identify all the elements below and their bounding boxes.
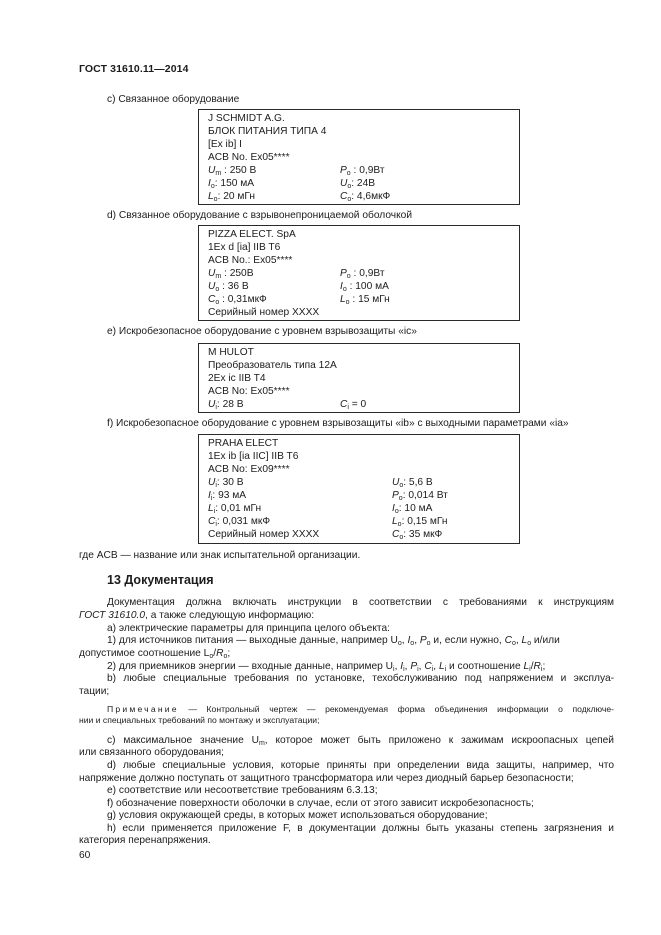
- document-header: ГОСТ 31610.11—2014: [79, 63, 189, 75]
- param-left: $U_i$: 28 В: [208, 399, 244, 411]
- param-left: $U_m$ : 250В: [208, 268, 254, 280]
- param-left: $C_i$: 0,031 мкФ: [208, 516, 271, 528]
- marking-line: 1Ex ib [ia IIC] IIB T6: [208, 451, 299, 462]
- marking-box-c: [198, 109, 520, 205]
- param-right: $I_o$ : 100 мА: [340, 281, 389, 293]
- section-title: 13 Документация: [107, 573, 214, 587]
- marking-line: J SCHMIDT A.G.: [208, 113, 285, 124]
- marking-line: 1Ex d [ia] IIB T6: [208, 242, 281, 253]
- marking-line: БЛОК ПИТАНИЯ ТИПА 4: [208, 126, 327, 137]
- list-item-h-cont: категория перенапряжения.: [79, 835, 211, 846]
- marking-box-d: [198, 225, 520, 321]
- list-item-1-cont: допустимое соотношение $L_o/R_o$;: [79, 648, 231, 660]
- item-e-label: e) Искробезопасное оборудование с уровнем взрывозащиты «ic»: [107, 326, 417, 337]
- list-item-d-cont: напряжение должно поступать от защитного трансформатора или через диодный барьер безопасности;: [79, 773, 574, 784]
- marking-line: ACB No: Ex09****: [208, 464, 290, 475]
- marking-line: ACB No. Ex05****: [208, 152, 290, 163]
- param-left: $U_o$ : 36 В: [208, 281, 249, 293]
- marking-line: [Ex ib] I: [208, 139, 242, 150]
- list-item-b-cont: тации;: [79, 686, 110, 697]
- serial-number: Серийный номер ХХХХ: [208, 529, 320, 540]
- list-item-g: g) условия окружающей среды, в которых может использоваться оборудование;: [107, 810, 488, 821]
- list-item-1: 1) для источников питания — выходные данные, например $U_o$, $I_o$, $P_o$ и, если нужно, $C_o$, $L_o$ и/или: [107, 635, 560, 647]
- param-right: $C_o$: 35 мкФ: [392, 529, 443, 541]
- item-d-label: d) Связанное оборудование с взрывонепроницаемой оболочкой: [107, 210, 413, 221]
- item-c-label: c) Связанное оборудование: [107, 94, 240, 105]
- list-item-f: f) обозначение поверхности оболочки в случае, если от этого зависит искробезопасность;: [107, 798, 534, 809]
- param-left: $I_o$: 150 мА: [208, 178, 255, 190]
- param-left: $U_m$ : 250 В: [208, 165, 257, 177]
- paragraph-line: ГОСТ 31610.0, а также следующую информацию:: [79, 610, 315, 621]
- note-line: нии и специальных требований по монтажу и эксплуатации;: [79, 715, 320, 725]
- marking-box-e: [198, 343, 520, 413]
- param-right: $C_i = 0$: [340, 399, 367, 411]
- paragraph-line: Документация должна включать инструкции в соответствии с требованиями к инструкциям: [107, 597, 614, 608]
- item-f-label: f) Искробезопасное оборудование с уровнем взрывозащиты «ib» с выходными параметрами «ia»: [107, 418, 569, 429]
- list-item-h: h) если применяется приложение F, в документации должны быть указаны степень загрязнения и: [107, 823, 614, 834]
- page-number: 60: [79, 850, 91, 861]
- acb-note: где ACB — название или знак испытательной организации.: [79, 550, 361, 561]
- marking-line: ACB No.: Ex05****: [208, 255, 293, 266]
- list-item-c: с) максимальное значение $U_m$, которое может быть приложено к зажимам искроопасных цепей: [107, 735, 614, 747]
- param-right: $U_o$: 24В: [340, 178, 376, 190]
- list-item-a: а) электрические параметры для принципа целого объекта:: [107, 623, 390, 634]
- param-right: $L_o$: 0,15 мГн: [392, 516, 448, 528]
- param-left: $U_i$: 30 В: [208, 477, 244, 489]
- note-line: Примечание — Контрольный чертеж — рекомендуемая форма объединения информации о подключе-: [107, 704, 614, 714]
- list-item-b: b) любые специальные требования по установке, техобслуживанию под напряжением и эксплуа-: [107, 673, 614, 684]
- param-right: $P_o$: 0,014 Вт: [392, 490, 448, 502]
- list-item-e: е) соответствие или несоответствие требованиям 6.3.13;: [107, 785, 378, 796]
- marking-line: Преобразователь типа 12А: [208, 360, 337, 371]
- list-item-d: d) любые специальные условия, которые приняты при определении вида защиты, например, что: [107, 760, 614, 771]
- marking-line: PIZZA ELECT. SpA: [208, 229, 296, 240]
- param-left: $C_o$ : 0,31мкФ: [208, 294, 267, 306]
- param-left: $I_i$: 93 мА: [208, 490, 247, 502]
- param-right: $I_o$: 10 мА: [392, 503, 433, 515]
- list-item-c-cont: или связанного оборудования;: [79, 747, 225, 758]
- marking-line: PRAHA ELECT: [208, 438, 279, 449]
- marking-line: M HULOT: [208, 347, 254, 358]
- marking-line: 2Ex ic IIB T4: [208, 373, 266, 384]
- param-right: $P_o$ : 0,9Вт: [340, 165, 385, 177]
- serial-number: Серийный номер ХХХХ: [208, 307, 320, 318]
- param-right: $L_o$ : 15 мГн: [340, 294, 390, 306]
- param-right: $P_o$ : 0,9Вт: [340, 268, 385, 280]
- list-item-2: 2) для приемников энергии — входные данные, например $U_i$, $I_i$, $P_i$, $C_i$, $L_i$ и соотношение $L_i/R_i$;: [107, 661, 546, 673]
- marking-box-f: [198, 434, 520, 544]
- param-left: $L_o$: 20 мГн: [208, 191, 255, 203]
- param-right: $U_o$: 5,6 В: [392, 477, 433, 489]
- param-left: $L_i$: 0,01 мГн: [208, 503, 262, 515]
- marking-line: ACB No: Ex05****: [208, 386, 290, 397]
- param-right: $C_o$: 4,6мкФ: [340, 191, 391, 203]
